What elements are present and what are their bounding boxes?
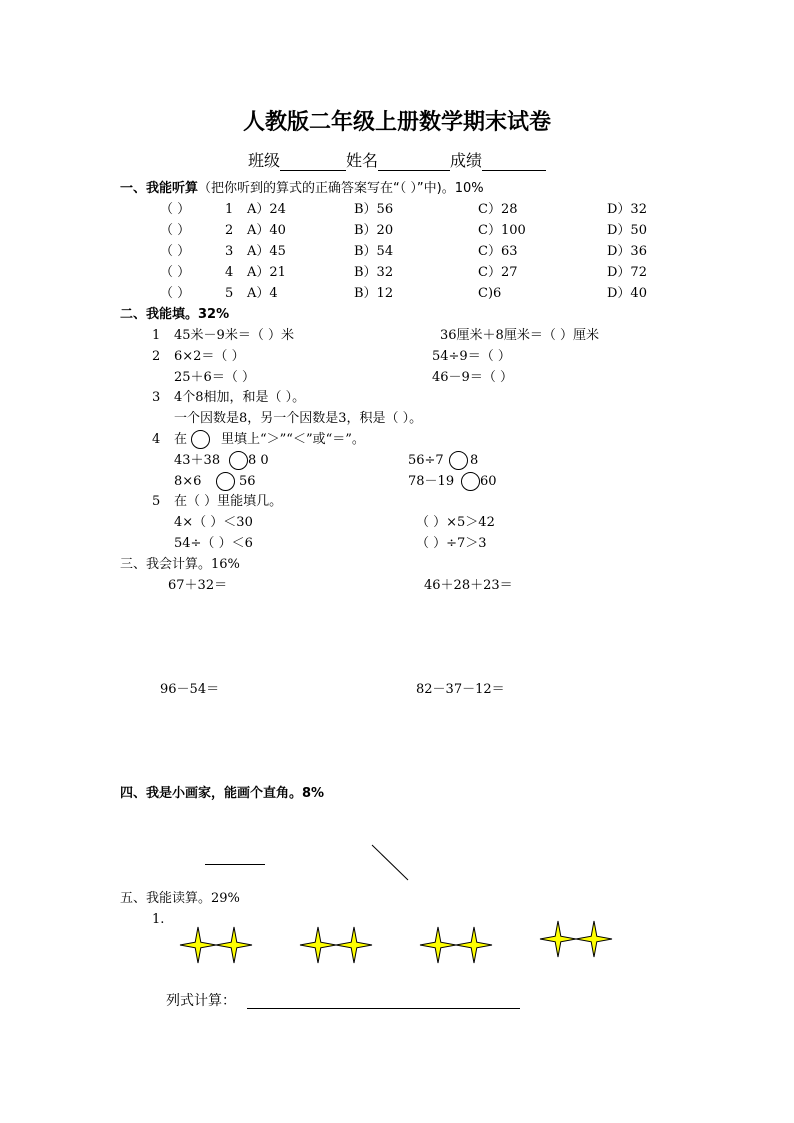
- q2-2-number: 2: [152, 349, 161, 364]
- q2-4-d-right: 60: [480, 474, 497, 489]
- listen-row-1-paren[interactable]: （ ）: [160, 202, 191, 217]
- star-icon-4: [336, 927, 372, 963]
- q2-4-b-right: 8: [470, 453, 479, 468]
- page-title: 人教版二年级上册数学期末试卷: [242, 110, 551, 135]
- star-icon-1: [180, 927, 216, 963]
- q2-4-d-left: 78－19: [408, 474, 455, 489]
- star-icon-2: [216, 927, 252, 963]
- listen-row-2-paren[interactable]: （ ）: [160, 223, 191, 238]
- listen-row-4-paren[interactable]: （ ）: [160, 265, 191, 280]
- listen-row-3-paren[interactable]: （ ）: [160, 244, 191, 259]
- q2-4-a-left: 43＋38: [174, 453, 221, 468]
- q2-5-right-2: （ ）÷7＞3: [416, 536, 487, 551]
- q2-5-number: 5: [152, 494, 161, 509]
- q2-5-left-1: 4×（ ）＜30: [174, 515, 253, 530]
- listen-row-5-b: B）12: [354, 286, 394, 301]
- listen-row-1-b: B）56: [354, 202, 394, 217]
- q2-4-number: 4: [152, 432, 161, 447]
- listen-row-5-d: D）40: [607, 286, 647, 301]
- listen-row-3-num: 3: [225, 244, 234, 259]
- score-label: 成绩: [450, 151, 483, 170]
- listen-row-2-a: A）40: [247, 223, 286, 238]
- star-icon-7: [540, 921, 576, 957]
- star-icon-6: [456, 927, 492, 963]
- calc-2: 46＋28＋23＝: [424, 578, 513, 593]
- q2-4-b-left: 56÷7: [408, 453, 444, 468]
- section-5-heading: 五、我能读算。29%: [120, 891, 240, 906]
- listen-row-2-c: C）100: [478, 223, 526, 238]
- q2-2-right-1: 54÷9＝（ ）: [432, 349, 511, 364]
- listen-row-3-a: A）45: [247, 244, 286, 259]
- listen-row-2-num: 2: [225, 223, 234, 238]
- section-4-heading: 四、我是小画家，能画个直角。8%: [120, 786, 325, 801]
- q2-4-intro-b: 里填上“＞”“＜”或“＝”。: [221, 432, 365, 447]
- listen-row-1-num: 1: [225, 202, 234, 217]
- listen-row-4-d: D）72: [607, 265, 647, 280]
- listen-row-3-c: C）63: [478, 244, 518, 259]
- q2-5-intro: 在（ ）里能填几。: [174, 494, 283, 509]
- q2-3-line-2: 一个因数是8，另一个因数是3，积是（ ）。: [174, 411, 423, 426]
- listen-row-3-b: B）54: [354, 244, 394, 259]
- section-2-heading: 二、我能填。32%: [120, 307, 230, 322]
- calc-1: 67＋32＝: [168, 578, 228, 593]
- listen-row-1-c: C）28: [478, 202, 518, 217]
- listen-row-5-c: C)6: [478, 286, 502, 301]
- listen-row-1-d: D）32: [607, 202, 647, 217]
- q2-3-line-1: 4个8相加，和是（ ）。: [174, 390, 306, 405]
- q2-2-right-2: 46－9＝（ ）: [432, 370, 513, 385]
- formula-label: 列式计算：: [166, 993, 236, 1009]
- listen-row-3-d: D）36: [607, 244, 647, 259]
- listen-row-5-num: 5: [225, 286, 234, 301]
- listen-row-1-a: A）24: [247, 202, 286, 217]
- q2-1-number: 1: [152, 328, 161, 343]
- q2-4-intro-a: 在: [174, 432, 188, 447]
- listen-row-5-paren[interactable]: （ ）: [160, 286, 191, 301]
- calc-4: 82－37－12＝: [416, 682, 505, 697]
- q2-3-number: 3: [152, 390, 161, 405]
- class-label: 班级: [247, 151, 280, 170]
- star-icon-8: [576, 921, 612, 957]
- q2-1-right: 36厘米＋8厘米＝（ ）厘米: [440, 328, 599, 343]
- calc-3: 96－54＝: [160, 682, 220, 697]
- listen-row-4-a: A）21: [247, 265, 286, 280]
- formula-answer-line[interactable]: [247, 1008, 520, 1009]
- q5-1-number: 1.: [152, 912, 165, 927]
- q2-2-left-2: 25＋6＝（ ）: [174, 370, 255, 385]
- listen-row-2-b: B）20: [354, 223, 394, 238]
- q2-2-left-1: 6×2＝（ ）: [174, 349, 245, 364]
- listen-row-2-d: D）50: [607, 223, 647, 238]
- q2-4-c-left: 8×6: [174, 474, 202, 489]
- q2-5-left-2: 54÷（ ）＜6: [174, 536, 253, 551]
- q2-4-a-right: 8 0: [248, 453, 269, 468]
- section-1-heading: 一、我能听算（把你听到的算式的正确答案写在“（ ）”中)。10%: [120, 181, 484, 196]
- q2-4-c-right: 56: [239, 474, 256, 489]
- star-icon-5: [420, 927, 456, 963]
- section-1-note: （把你听到的算式的正确答案写在“（ ）”中)。10%: [198, 181, 484, 196]
- name-label: 姓名: [345, 151, 378, 170]
- listen-row-4-b: B）32: [354, 265, 394, 280]
- listen-row-4-num: 4: [225, 265, 234, 280]
- listen-row-5-a: A）4: [247, 286, 278, 301]
- star-icon-3: [300, 927, 336, 963]
- listen-row-4-c: C）27: [478, 265, 518, 280]
- section-3-heading: 三、我会计算。16%: [120, 557, 240, 572]
- q2-5-right-1: （ ）×5＞42: [416, 515, 495, 530]
- q2-1-left: 45米－9米＝（ ）米: [174, 328, 294, 343]
